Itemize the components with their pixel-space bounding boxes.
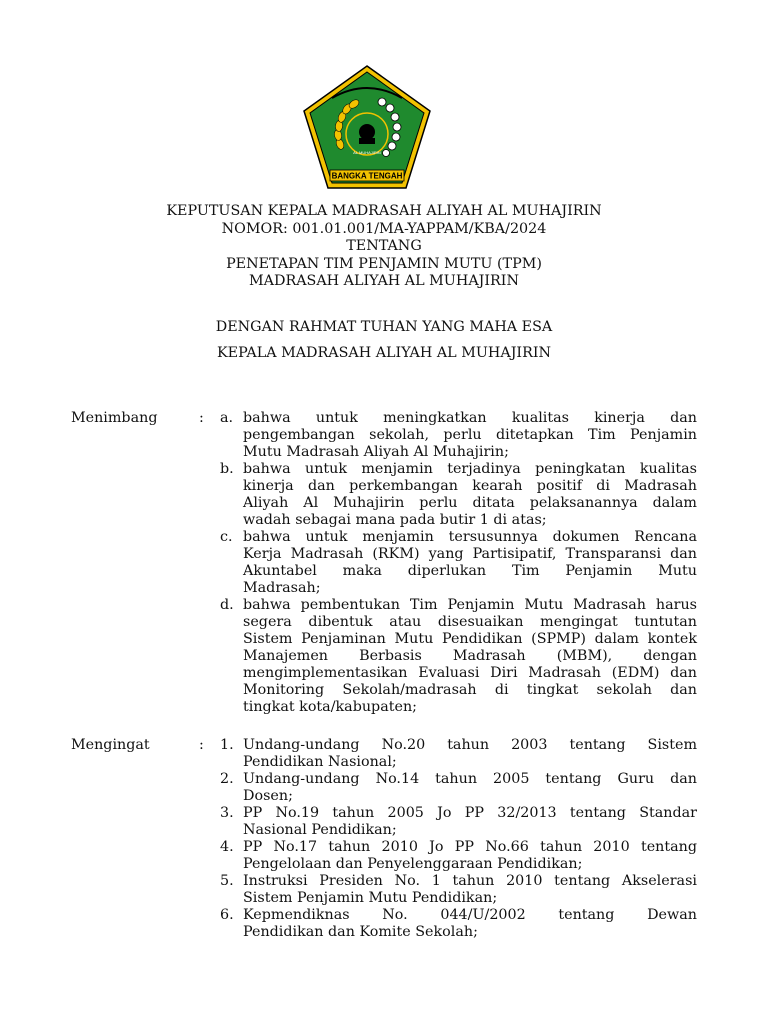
text-line: wadah sebagai mana pada butir 1 di atas; xyxy=(243,512,547,528)
menimbang-section xyxy=(0,410,768,716)
title-line-1: KEPUTUSAN KEPALA MADRASAH ALIYAH AL MUHAJIRIN xyxy=(166,203,602,219)
title-line-4: PENETAPAN TIM PENJAMIN MUTU (TPM) xyxy=(226,255,542,272)
text-line: kinerja dan perkembangan kearah positif di Madrasah xyxy=(243,478,697,494)
text-line: bahwa pembentukan Tim Penjamin Mutu Madrasah harus xyxy=(243,597,697,613)
mengingat-item xyxy=(0,737,768,771)
list-item-text xyxy=(243,907,697,941)
text-line: Manajemen Berbasis Madrasah (MBM), dengan xyxy=(243,648,697,664)
text-line: Instruksi Presiden No. 1 tahun 2010 tentang Akselerasi xyxy=(243,873,697,889)
text-line: Madrasah; xyxy=(243,580,321,596)
text-line: bahwa untuk menjamin terjadinya peningkatan kualitas xyxy=(243,461,697,477)
text-line: PP No.17 tahun 2010 Jo PP No.66 tahun 2010 tentang xyxy=(243,839,697,855)
mengingat-colon: : xyxy=(199,737,204,753)
menimbang-item xyxy=(0,410,768,461)
list-marker: c. xyxy=(220,529,233,545)
list-marker: 6. xyxy=(220,907,234,923)
menimbang-list xyxy=(0,410,768,716)
mengingat-item xyxy=(0,771,768,805)
list-item-text xyxy=(243,771,697,805)
text-line: bahwa untuk meningkatkan kualitas kinerja dan xyxy=(243,410,697,426)
list-marker: b. xyxy=(220,461,234,477)
list-item-text xyxy=(243,839,697,873)
list-item-text xyxy=(243,529,697,597)
text-line: pengembangan sekolah, perlu ditetapkan Tim Penjamin xyxy=(243,427,697,443)
text-line: Sistem Penjaminan Mutu Pendidikan (SPMP) dalam kontek xyxy=(243,631,697,647)
text-line: Pendidikan dan Komite Sekolah; xyxy=(243,924,478,940)
list-item-text xyxy=(243,410,697,461)
list-marker: a. xyxy=(220,410,234,426)
text-line: Undang-undang No.14 tahun 2005 tentang Guru dan xyxy=(243,771,697,787)
title-line-3: TENTANG xyxy=(346,238,422,254)
list-marker: 1. xyxy=(220,737,234,753)
text-line: mengimplementasikan Evaluasi Diri Madrasah (EDM) dan xyxy=(243,665,697,681)
text-line: Dosen; xyxy=(243,788,293,804)
list-item-text xyxy=(243,461,697,529)
mengingat-label: Mengingat xyxy=(71,737,150,753)
text-line: Nasional Pendidikan; xyxy=(243,822,397,838)
menimbang-item xyxy=(0,529,768,597)
mengingat-item xyxy=(0,907,768,941)
text-line: PP No.19 tahun 2005 Jo PP 32/2013 tentang Standar xyxy=(243,805,697,821)
official-line: KEPALA MADRASAH ALIYAH AL MUHAJIRIN xyxy=(216,345,552,361)
list-item-text xyxy=(243,805,697,839)
menimbang-label: Menimbang xyxy=(71,410,158,426)
menimbang-item xyxy=(0,461,768,529)
text-line: Kerja Madrasah (RKM) yang Partisipatif, Transparansi dan xyxy=(243,546,697,562)
title-line-2: NOMOR: 001.01.001/MA-YAPPAM/KBA/2024 xyxy=(221,220,547,237)
list-item-text xyxy=(243,873,697,907)
mengingat-item xyxy=(0,805,768,839)
menimbang-item xyxy=(0,597,768,716)
text-line: Akuntabel maka diperlukan Tim Penjamin Mutu xyxy=(243,563,697,579)
list-item-text xyxy=(243,737,697,771)
text-line: Undang-undang No.20 tahun 2003 tentang Sistem xyxy=(243,737,697,753)
list-marker: 3. xyxy=(220,805,234,821)
mengingat-item xyxy=(0,839,768,873)
emblem-text: BANGKA TENGAH xyxy=(331,171,403,181)
text-line: Monitoring Sekolah/madrasah di tingkat sekolah dan xyxy=(243,682,697,698)
text-line: Mutu Madrasah Aliyah Al Muhajirin; xyxy=(243,444,509,460)
title-line-5: MADRASAH ALIYAH AL MUHAJIRIN xyxy=(249,273,519,289)
blessing-line: DENGAN RAHMAT TUHAN YANG MAHA ESA xyxy=(215,319,553,335)
text-line: bahwa untuk menjamin tersusunnya dokumen Rencana xyxy=(243,529,697,545)
list-marker: 2. xyxy=(220,771,234,787)
bangka-tengah-emblem xyxy=(302,64,432,192)
svg-text:AL MUHAJIRIN: AL MUHAJIRIN xyxy=(353,150,381,155)
list-marker: 4. xyxy=(220,839,234,855)
text-line: Kepmendiknas No. 044/U/2002 tentang Dewan xyxy=(243,907,697,923)
list-marker: 5. xyxy=(220,873,234,889)
mengingat-list xyxy=(0,737,768,941)
text-line: Pengelolaan dan Penyelenggaraan Pendidikan; xyxy=(243,856,583,872)
mengingat-section xyxy=(0,737,768,941)
menimbang-colon: : xyxy=(199,410,204,426)
text-line: segera dibentuk atau disesuaikan mengingat tuntutan xyxy=(243,614,697,630)
list-item-text xyxy=(243,597,697,716)
decree-heading xyxy=(0,203,768,291)
list-marker: d. xyxy=(220,597,234,613)
text-line: tingkat kota/kabupaten; xyxy=(243,699,417,715)
text-line: Pendidikan Nasional; xyxy=(243,754,397,770)
mengingat-item xyxy=(0,873,768,907)
text-line: Aliyah Al Muhajirin perlu ditata pelaksanannya dalam xyxy=(243,495,697,511)
text-line: Sistem Penjamin Mutu Pendidikan; xyxy=(243,890,498,906)
